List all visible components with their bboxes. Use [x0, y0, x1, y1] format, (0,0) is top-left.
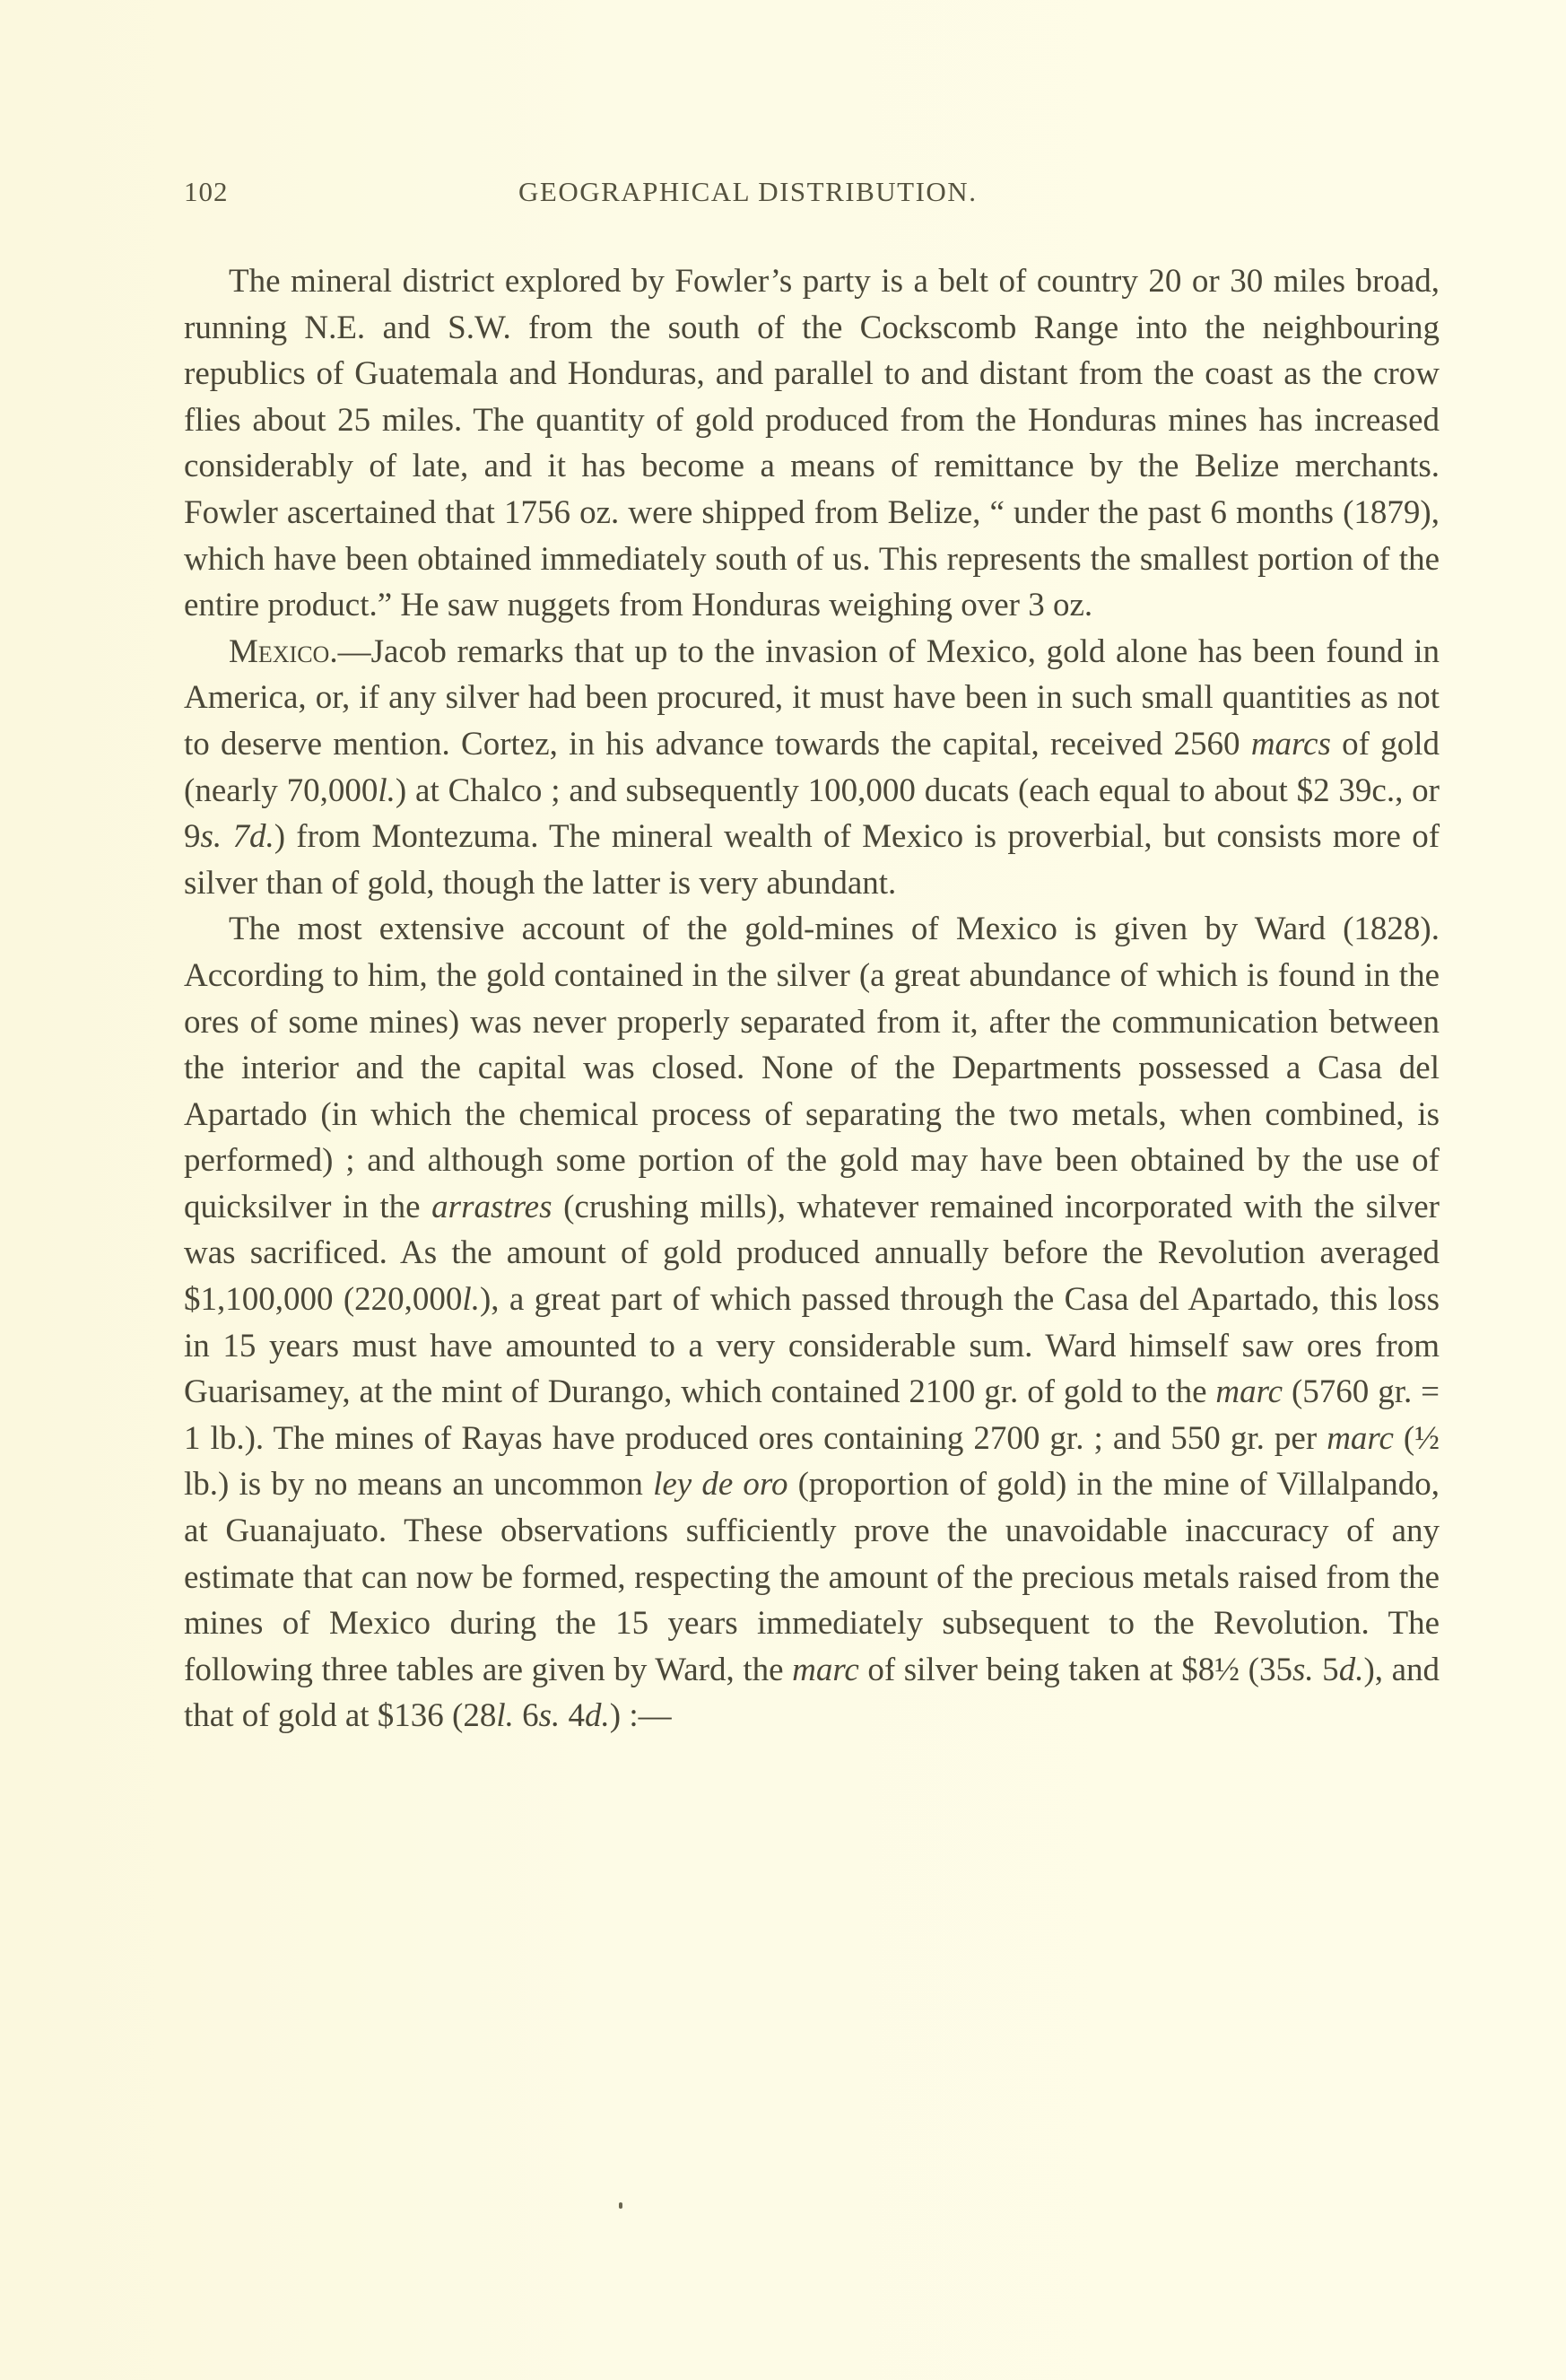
text-run: ), a great part of which passed through the Casa del Apartado, this loss in 15 years must have amounted to a very considerable sum. Ward himself saw ores from Guarisamey, at the mint of Durango, which contained 2100 gr. of gold to the — [184, 1281, 1440, 1411]
paragraph-mexico-jacob — [184, 629, 1440, 907]
text-run: d. — [585, 1697, 610, 1735]
text-run: ) at Chalco ; and subsequently 100,000 ducats (each equal to about $2 39c., or 9 — [184, 772, 1440, 856]
paragraph-ward-gold-mines — [184, 906, 1440, 1739]
body-text — [184, 258, 1440, 1739]
running-header — [184, 176, 1440, 212]
text-run: marc — [792, 1651, 859, 1688]
text-run: (5760 gr. = 1 lb.). The mines of Rayas have produced ores containing 2700 gr. ; and 550 gr. per — [184, 1373, 1440, 1457]
text-run: l. — [462, 1281, 480, 1319]
page-number: 102 — [184, 176, 229, 207]
text-run: marcs — [1250, 725, 1331, 763]
text-run: The mineral district explored by Fowler’s party is a belt of country 20 or 30 miles broad, running N.E. and S.W. from the south of the Cockscomb Range into the neighbouring republics of Guatemala and Honduras, and parallel to and distant from the coast as the crow flies about 25 miles. The quantity of gold produced from the Honduras mines has increased considerably of late, and it has become a means of remittance by the Belize merchants. Fowler ascertained that 1756 oz. were shipped from Belize, “ under the past 6 months (1879), which have been obtained immediately south of us. This represents the smallest portion of the entire product.” He saw nuggets from Honduras weighing over 3 oz. — [184, 263, 1440, 624]
text-run: s. — [200, 818, 222, 856]
text-run: Mexico. — [229, 632, 338, 670]
text-run: The most extensive account of the gold-mines of Mexico is given by Ward (1828). According to him, the gold contained in the silver (a great abundance of which is found in the ores of some mines) was never properly separated from it, after the communication between the interior and the capital was closed. None of the Departments possessed a Casa del Apartado (in which the chemical process of separating the two metals, when combined, is performed) ; and although some portion of the gold may have been obtained by the use of quicksilver in the — [184, 911, 1440, 1225]
text-run: 7d. — [232, 818, 274, 856]
text-run: ) from Montezuma. The mineral wealth of Mexico is proverbial, but consists more of silver than of gold, though the latter is very abundant. — [184, 818, 1440, 902]
text-run: ) :— — [609, 1697, 672, 1735]
text-run: (proportion of gold) in the mine of Villalpando, at Guanajuato. These observations sufficiently prove the unavoidable inaccuracy of any estimate that can now be formed, respecting the amount of the precious metals raised from the mines of Mexico during the 15 years immediately subsequent to the Revolution. The following three tables are given by Ward, the — [184, 1466, 1440, 1688]
text-run: 4 — [560, 1697, 586, 1735]
text-run: 6 — [513, 1697, 539, 1735]
paragraph-fowler-honduras — [184, 258, 1440, 629]
text-run: (crushing mills), whatever remained incorporated with the silver was sacrificed. As the amount of gold produced annually before the Revolution averaged $1,100,000 (220,000 — [184, 1188, 1440, 1319]
text-run — [222, 818, 232, 855]
text-run: marc — [1327, 1419, 1394, 1457]
text-run: (½ lb.) is by no means an uncommon — [184, 1419, 1440, 1504]
text-run: 5 — [1313, 1651, 1339, 1688]
text-run: s. — [538, 1697, 561, 1735]
ink-speck — [619, 2202, 622, 2209]
text-run: s. — [1292, 1651, 1314, 1688]
text-run: —Jacob remarks that up to the invasion of Mexico, gold alone has been found in America, or, if any silver had been procured, it must have been in such small quantities as not to deserve mention. Cortez, in his advance towards the capital, received 2560 — [184, 632, 1440, 763]
text-run: arrastres — [431, 1188, 552, 1225]
text-run: d. — [1338, 1651, 1364, 1688]
text-run: marc — [1215, 1373, 1283, 1411]
text-run: ), and that of gold at $136 (28 — [184, 1651, 1440, 1735]
running-title: GEOGRAPHICAL DISTRIBUTION. — [518, 176, 978, 207]
text-run: of gold (nearly 70,000 — [184, 725, 1440, 809]
text-run: of silver being taken at $8½ (35 — [858, 1651, 1292, 1688]
text-run: l. — [496, 1697, 514, 1735]
text-run: ley de oro — [653, 1466, 788, 1504]
text-run: l. — [378, 772, 396, 809]
